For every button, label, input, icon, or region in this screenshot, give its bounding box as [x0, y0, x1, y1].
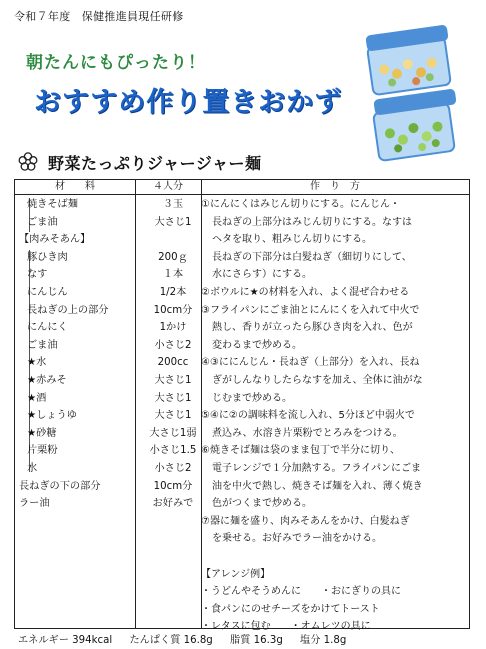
ingredient-row — [15, 495, 211, 513]
ingredients-header: 材 料 — [55, 181, 95, 192]
ingredient-row — [15, 214, 211, 232]
ingredient-row — [15, 460, 211, 478]
ingredient-amount: 小さじ1.5 — [149, 445, 197, 457]
ingredient-name: ラー油 — [19, 498, 50, 510]
ingredient-row — [15, 196, 211, 214]
ingredient-name: 長ねぎの上の部分 — [27, 304, 109, 316]
ingredient-name: 水 — [27, 463, 38, 474]
method-step-line: ②ボウルに★の材料を入れ、よく混ぜ合わせる — [201, 287, 410, 298]
method-step-line: を乗せる。お好みでラー油をかける。 — [212, 533, 382, 545]
method-step-line: ④③ににんじん・長ねぎ（上部分）を入れ、長ね — [201, 357, 420, 369]
ingredient-row — [15, 442, 211, 460]
ingredient-amount: １本 — [162, 269, 184, 281]
method-step-line — [201, 548, 469, 566]
ingredient-amount: ３玉 — [162, 199, 184, 210]
amount-header: ４人分 — [153, 181, 183, 192]
method-header: 作 り 方 — [310, 181, 360, 192]
method-step-line: ①にんにくはみじん切りにする。にんじん・ — [201, 199, 400, 210]
method-step-line: 【アレンジ例】 — [201, 568, 271, 580]
ingredient-amount: 1/2本 — [159, 287, 187, 298]
ingredient-amount: お好みで — [152, 498, 194, 510]
method-step-line: 水にさらす）にする。 — [212, 269, 312, 281]
ingredient-row — [15, 284, 211, 302]
nutrition-info — [18, 631, 360, 646]
method-step-line: 色がつくまで炒める。 — [212, 498, 312, 510]
method-step-line: ⑤④に②の調味料を流し入れ、5分ほど中弱火で — [201, 410, 415, 422]
ingredient-name: 豚ひき肉 — [27, 251, 68, 263]
ingredient-row — [15, 407, 211, 425]
method-step-line: ⑦器に麺を盛り、肉みそあんをかけ、白髪ねぎ — [201, 515, 410, 527]
recipe-heading — [18, 150, 262, 174]
ingredient-row — [15, 266, 211, 284]
ingredient-row — [15, 425, 211, 443]
method-step-line: 長ねぎの下部分は白髪ねぎ（細切りにして、 — [212, 251, 412, 263]
ingredient-row — [15, 478, 211, 496]
ingredient-amount: 10cm分 — [153, 304, 193, 316]
ingredient-amount: 大さじ1 — [154, 392, 192, 404]
energy-value: エネルギー 394kcal — [18, 635, 113, 646]
method-step-line: 変わるまで炒める。 — [212, 339, 302, 351]
recipe-table — [14, 179, 470, 633]
ingredient-row — [15, 302, 211, 320]
method-step-line: 熱し、香りが立ったら豚ひき肉を入れ、色が — [212, 322, 413, 334]
ingredient-amount: 大さじ1 — [154, 216, 192, 228]
method-step-line: 長ねぎの上部分はみじん切りにする。なすは — [212, 216, 412, 228]
protein-value: たんぱく質 16.8g — [129, 635, 213, 646]
ingredient-name: なす — [27, 269, 48, 281]
ingredient-amount: 大さじ1 — [154, 375, 192, 386]
ingredient-name: 焼きそば麺 — [27, 199, 78, 210]
ingredient-name: 【肉みそあん】 — [19, 234, 91, 246]
salt-value: 塩分 1.8g — [300, 635, 347, 646]
ingredient-name: ★砂糖 — [27, 427, 57, 439]
ingredient-amount: 大さじ1 — [154, 410, 192, 422]
recipe-name: 野菜たっぷりジャージャー麺 — [48, 153, 262, 173]
method-step-line: ぎがしんなりしたらなすを加え、全体に油がな — [212, 375, 423, 386]
ingredient-row — [15, 319, 211, 337]
main-title: おすすめ作り置きおかず — [34, 87, 343, 118]
ingredient-name: 長ねぎの下の部分 — [19, 480, 101, 492]
food-container-illustration — [362, 14, 472, 164]
flower-icon — [18, 152, 38, 172]
ingredient-name: ★しょうゆ — [27, 410, 77, 422]
ingredient-row — [15, 249, 211, 267]
method-step-line: ・食パンにのせチーズをかけてトースト — [201, 603, 380, 615]
ingredient-name: 片栗粉 — [27, 445, 58, 457]
fat-value: 脂質 16.3g — [230, 635, 283, 646]
ingredient-name: にんにく — [27, 322, 68, 334]
ingredient-amount: 200ｇ — [158, 251, 188, 263]
ingredient-row — [15, 372, 211, 390]
header-label: 令和７年度 保健推進員現任研修 — [14, 10, 184, 23]
ingredient-row — [15, 337, 211, 355]
ingredient-row — [15, 354, 211, 372]
ingredient-name: ★赤みそ — [27, 375, 67, 386]
method-step-line: ・レタスに包む ・オムレツの具に — [201, 621, 371, 633]
ingredient-name: ごま油 — [27, 216, 58, 228]
top-container-icon — [365, 24, 451, 95]
ingredient-amount: 1かけ — [159, 322, 187, 334]
ingredient-row — [15, 390, 211, 408]
method-step-line: ヘタを取り、粗みじん切りにする。 — [212, 234, 372, 246]
ingredient-name: ★酒 — [27, 392, 47, 404]
ingredient-row — [15, 231, 211, 249]
header-divider — [15, 194, 469, 195]
ingredient-name: ごま油 — [27, 339, 58, 351]
method-step-line: 煮込み、水溶き片栗粉でとろみをつける。 — [212, 427, 403, 439]
ingredient-amount: 200cc — [157, 357, 189, 369]
ingredient-amount: 大さじ1弱 — [149, 427, 197, 439]
ingredient-name: ★水 — [27, 357, 47, 369]
method-step-line: 電子レンジで１分加熱する。フライパンにごま — [212, 463, 421, 474]
ingredient-amount: 小さじ2 — [154, 463, 192, 474]
method-step-line: 油を中火で熱し、焼きそば麺を入れ、薄く焼き — [212, 480, 423, 492]
ingredient-name: にんじん — [27, 287, 68, 298]
method-step-line: ・うどんやそうめんに ・おにぎりの具に — [201, 586, 401, 598]
ingredient-amount: 小さじ2 — [154, 339, 192, 351]
method-step-line: ③フライパンにごま油とにんにくを入れて中火で — [201, 304, 420, 316]
bottom-container-icon — [373, 88, 457, 161]
ingredient-amount: 10cm分 — [153, 480, 193, 492]
method-step-line: ⑥焼きそば麺は袋のまま包丁で半分に切り、 — [201, 445, 400, 457]
subtitle: 朝たんにもぴったり！ — [26, 53, 206, 73]
method-step-line: じむまで炒める。 — [212, 392, 292, 404]
